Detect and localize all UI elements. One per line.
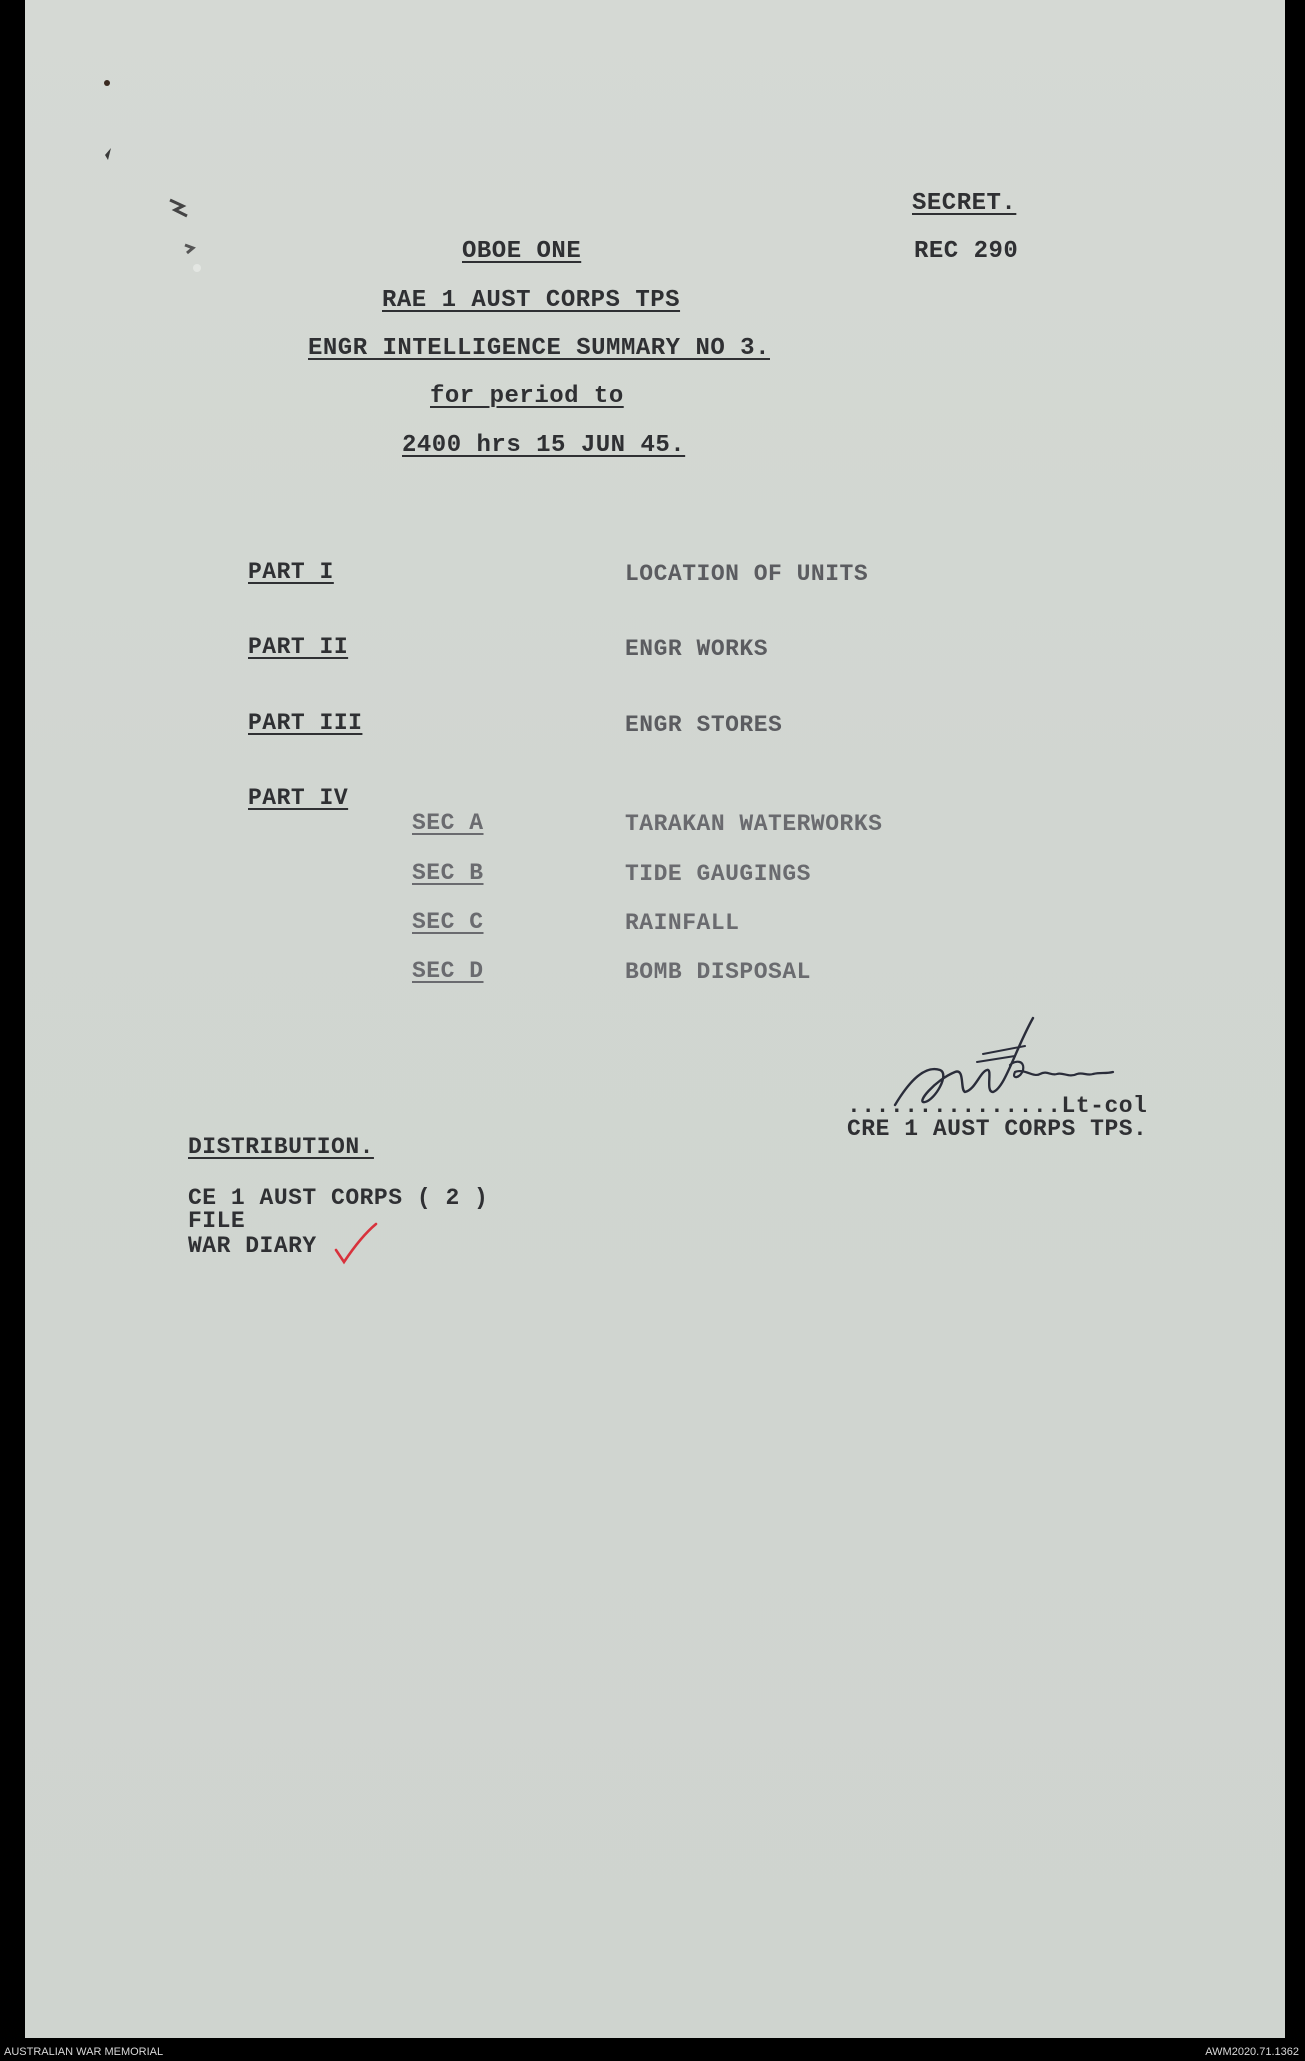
title-line-5: 2400 hrs 15 JUN 45. <box>402 432 686 459</box>
part-1-title: LOCATION OF UNITS <box>625 561 869 587</box>
distribution-heading: DISTRIBUTION. <box>188 1134 374 1160</box>
classification-marking: SECRET. <box>912 190 1017 217</box>
title-line-2: RAE 1 AUST CORPS TPS <box>382 287 681 314</box>
document-page <box>25 0 1285 2038</box>
footer-source-label: AUSTRALIAN WAR MEMORIAL <box>4 2046 164 2058</box>
section-c-label: SEC C <box>412 909 484 935</box>
section-d-title: BOMB DISPOSAL <box>625 959 811 985</box>
section-b-label: SEC B <box>412 860 484 886</box>
section-a-title: TARAKAN WATERWORKS <box>625 811 883 837</box>
distribution-item-3: WAR DIARY <box>188 1233 317 1259</box>
signature-unit: CRE 1 AUST CORPS TPS. <box>847 1116 1148 1142</box>
title-line-4: for period to <box>430 383 624 410</box>
red-tick-mark <box>330 1220 390 1270</box>
signature-line: ...............Lt-col <box>847 1093 1148 1119</box>
reference-number: REC 290 <box>914 238 1019 265</box>
part-2-title: ENGR WORKS <box>625 636 769 662</box>
title-line-3: ENGR INTELLIGENCE SUMMARY NO 3. <box>308 335 770 362</box>
part-4-label: PART IV <box>248 785 349 811</box>
title-line-1: OBOE ONE <box>462 238 582 265</box>
distribution-item-2: FILE <box>188 1208 246 1234</box>
distribution-item-1: CE 1 AUST CORPS ( 2 ) <box>188 1185 489 1211</box>
section-b-title: TIDE GAUGINGS <box>625 861 811 887</box>
footer-accession-number: AWM2020.71.1362 <box>1205 2046 1299 2058</box>
section-c-title: RAINFALL <box>625 910 740 936</box>
section-a-label: SEC A <box>412 810 484 836</box>
staple-marks <box>75 60 215 280</box>
part-3-label: PART III <box>248 710 363 736</box>
part-2-label: PART II <box>248 634 349 660</box>
part-3-title: ENGR STORES <box>625 712 783 738</box>
section-d-label: SEC D <box>412 958 484 984</box>
part-1-label: PART I <box>248 559 334 585</box>
